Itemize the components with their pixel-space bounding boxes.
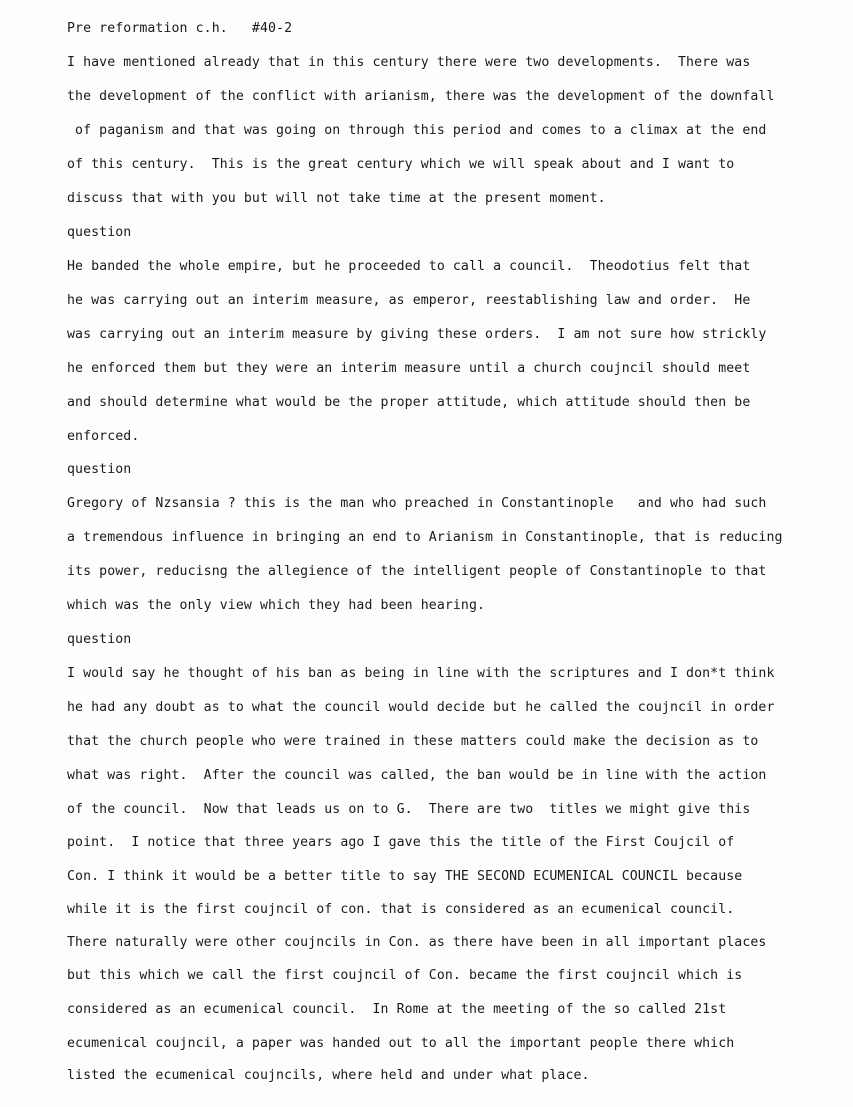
text-line: He banded the whole empire, but he proceeded to call a council. Theodotius felt that [67, 259, 751, 274]
question-label: question [67, 225, 132, 240]
text-line: I would say he thought of his ban as being in line with the scriptures and I don*t think [67, 666, 775, 681]
text-line: he had any doubt as to what the council would decide but he called the coujncil in order [67, 700, 775, 715]
question-label: question [67, 462, 132, 477]
text-line: ecumenical coujncil, a paper was handed out to all the important people there which [67, 1036, 735, 1051]
text-line: enforced. [67, 429, 140, 444]
text-line: Gregory of Nzsansia ? this is the man who preached in Constantinople and who had such [67, 496, 767, 511]
text-line: which was the only view which they had been hearing. [67, 598, 486, 613]
question-label: question [67, 632, 132, 647]
text-line: of this century. This is the great century which we will speak about and I want to [67, 157, 735, 172]
text-line: and should determine what would be the proper attitude, which attitude should then be [67, 395, 751, 410]
document-header: Pre reformation c.h. #40-2 [67, 21, 293, 36]
text-line: that the church people who were trained in these matters could make the decision as to [67, 734, 759, 749]
text-line: There naturally were other coujncils in Con. as there have been in all important places [67, 935, 767, 950]
text-line: discuss that with you but will not take time at the present moment. [67, 191, 606, 206]
text-line: of the council. Now that leads us on to G. There are two titles we might give this [67, 802, 751, 817]
text-line: point. I notice that three years ago I gave this the title of the First Coujcil of [67, 835, 735, 850]
text-line: its power, reducisng the allegience of the intelligent people of Constantinople to that [67, 564, 767, 579]
text-line: I have mentioned already that in this century there were two developments. There was [67, 55, 751, 70]
text-line: of paganism and that was going on through this period and comes to a climax at the end [67, 123, 767, 138]
text-line: the development of the conflict with arianism, there was the development of the downfall [67, 89, 775, 104]
text-line: he was carrying out an interim measure, as emperor, reestablishing law and order. He [67, 293, 751, 308]
text-line: while it is the first coujncil of con. that is considered as an ecumenical council. [67, 902, 735, 917]
text-line: but this which we call the first coujncil of Con. became the first coujncil which is [67, 968, 743, 983]
text-line: was carrying out an interim measure by giving these orders. I am not sure how strickly [67, 327, 767, 342]
text-line: considered as an ecumenical council. In Rome at the meeting of the so called 21st [67, 1002, 727, 1017]
text-line: Con. I think it would be a better title to say THE SECOND ECUMENICAL COUNCIL because [67, 869, 743, 884]
text-line: a tremendous influence in bringing an end to Arianism in Constantinople, that is reducing [67, 530, 783, 545]
text-line: he enforced them but they were an interim measure until a church coujncil should meet [67, 361, 751, 376]
text-line: listed the ecumenical coujncils, where held and under what place. [67, 1068, 590, 1083]
text-line: what was right. After the council was called, the ban would be in line with the action [67, 768, 767, 783]
